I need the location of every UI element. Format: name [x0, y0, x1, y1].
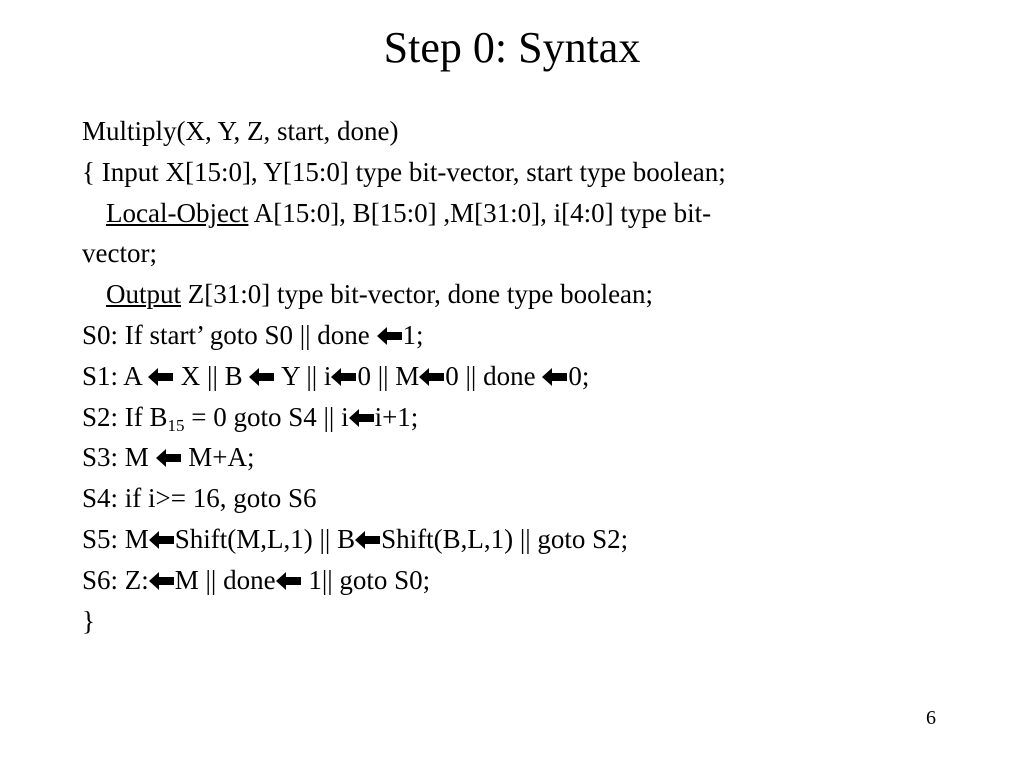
keyword-output: Output	[106, 279, 182, 310]
code-line-vector	[82, 233, 942, 274]
left-arrow-icon	[156, 449, 182, 467]
code-line-signature	[82, 111, 942, 152]
left-arrow-icon	[331, 368, 357, 386]
code-text: 1|| goto S0;	[301, 564, 431, 595]
left-arrow-icon	[149, 531, 175, 549]
left-arrow-icon	[349, 409, 375, 427]
code-line-s5	[82, 519, 942, 560]
code-text: 0;	[568, 360, 590, 391]
code-line-output	[82, 274, 942, 315]
code-text: vector;	[82, 238, 157, 269]
left-arrow-icon	[542, 368, 568, 386]
code-text: { Input X[15:0], Y[15:0] type bit-vector, start type boolean;	[82, 156, 726, 187]
left-arrow-icon	[149, 572, 175, 590]
left-arrow-icon	[355, 531, 381, 549]
code-text: }	[82, 605, 95, 636]
code-line-s6	[82, 560, 942, 601]
code-text: = 0 goto S4 || i	[184, 401, 349, 432]
subscript-index: 15	[167, 415, 185, 435]
code-text: S1: A	[82, 360, 149, 391]
code-text: S6: Z:	[82, 564, 149, 595]
code-text: Y || i	[275, 360, 332, 391]
code-line-s4	[82, 478, 942, 519]
code-line-s3	[82, 437, 942, 478]
code-text: Z[31:0] type bit-vector, done type boolean;	[181, 279, 654, 310]
code-line-close	[82, 601, 942, 642]
code-text: S2: If B	[82, 401, 168, 432]
left-arrow-icon	[377, 327, 403, 345]
code-line-s0	[82, 315, 942, 356]
left-arrow-icon	[419, 368, 445, 386]
code-line-local-object	[82, 193, 942, 234]
keyword-local-object: Local-Object	[106, 197, 249, 228]
code-text: S4: if i>= 16, goto S6	[82, 483, 317, 514]
code-text: Multiply(X, Y, Z, start, done)	[82, 116, 399, 146]
code-text: S3: M	[82, 442, 156, 473]
code-line-input	[82, 152, 942, 193]
code-line-s2	[82, 397, 942, 438]
code-line-s1	[82, 356, 942, 397]
code-text: Shift(M,L,1) || B	[174, 523, 356, 554]
code-text: 0 || done	[445, 360, 543, 391]
slide-title: Step 0: Syntax	[383, 23, 641, 72]
code-text: Shift(B,L,1) || goto S2;	[381, 523, 629, 554]
code-text: S5: M	[82, 523, 149, 554]
page-number: 6	[926, 707, 936, 729]
code-block	[82, 111, 942, 641]
left-arrow-icon	[249, 368, 275, 386]
code-text: M || done	[174, 564, 276, 595]
code-text: X || B	[174, 360, 250, 391]
code-text: 1;	[402, 319, 424, 350]
left-arrow-icon	[276, 572, 302, 590]
code-text: A[15:0], B[15:0] ,M[31:0], i[4:0] type bit-	[248, 197, 712, 228]
code-text: M+A;	[181, 442, 255, 473]
code-text: i+1;	[374, 401, 419, 432]
code-text: S0: If start’ goto S0 || done	[82, 319, 377, 350]
code-text: 0 || M	[357, 360, 420, 391]
left-arrow-icon	[148, 368, 174, 386]
